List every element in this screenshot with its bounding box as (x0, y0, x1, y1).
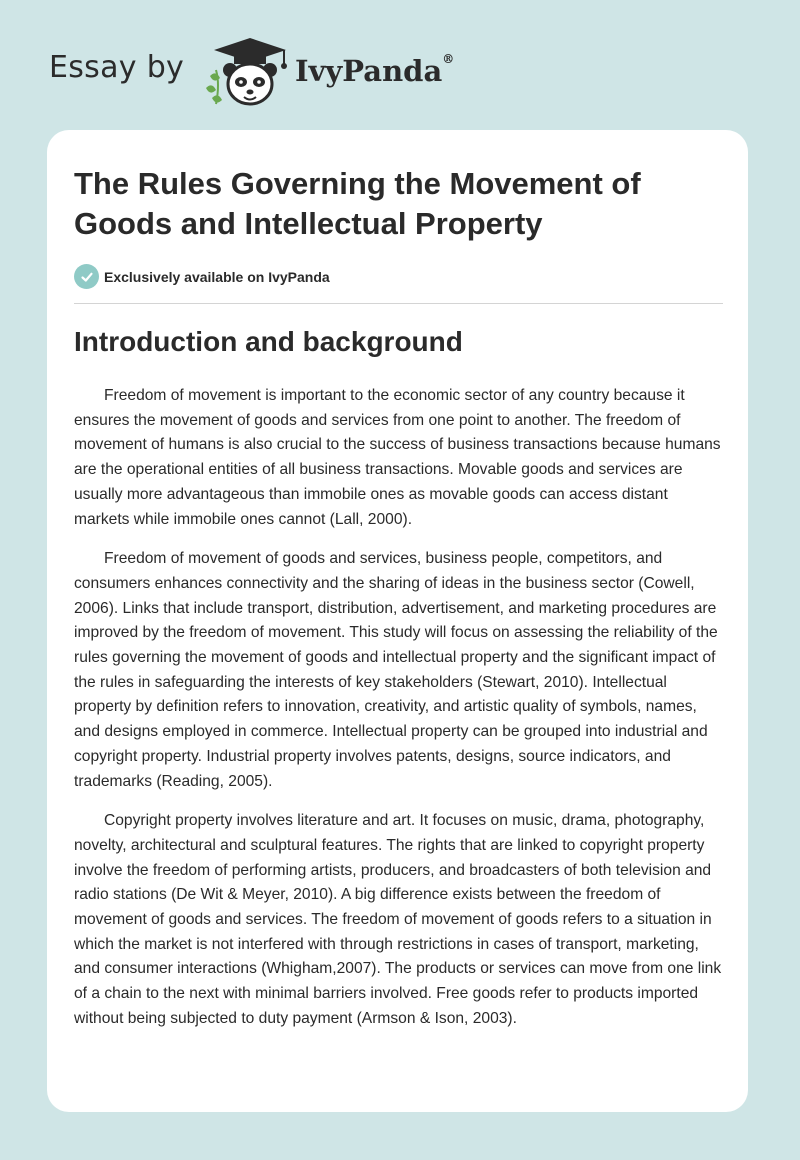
site-header (0, 0, 800, 120)
paragraph: Freedom of movement of goods and services, business people, competitors, and consumers enhances connectivity and the sharing of ideas in the business sector (Cowell, 2006). Links that include transport, distribution, advertisement, and marketing procedures are improved by the freedom of movement. This study will focus on assessing the reliability of the rules governing the movement of goods and intellectual property and the significant impact of the rules in safeguarding the interests of key stakeholders (Stewart, 2010). Intellectual property by definition refers to innovation, creativity, and artistic quality of symbols, names, and designs employed in commerce. Intellectual property can be grouped into industrial and copyright property. Industrial property involves patents, designs, source indicators, and trademarks (Reading, 2005). (74, 550, 718, 790)
article-body (74, 384, 724, 1047)
check-icon (74, 264, 99, 289)
paragraph: Copyright property involves literature and art. It focuses on music, drama, photography, novelty, architectural and sculptural features. The rights that are linked to copyright property involve the freedom of performing artists, producers, and broadcasters of both television and radio stations (De Wit & Meyer, 2010). A big difference exists between the freedom of movement of goods and services. The freedom of movement of goods refers to a situation in which the market is not interfered with through restrictions in cases of transport, marketing, and consumer interactions (Whigham,2007). The products or services can move from one link of a chain to the next with minimal barriers involved. Free goods refer to products imported without being subjected to duty payment (Armson & Ison, 2003). (74, 812, 722, 1027)
divider (74, 303, 723, 304)
registered-mark: ® (442, 52, 455, 66)
brand-name[interactable] (295, 54, 454, 88)
section-heading: Introduction and background (74, 326, 463, 357)
brand-text: IvyPanda (295, 54, 443, 88)
essay-by-label: Essay by (49, 50, 185, 85)
paragraph: Freedom of movement is important to the economic sector of any country because it ensures the movement of goods and services from one point to another. The freedom of movement of humans is also crucial to the success of business transactions because humans are the operational entities of all business transactions. Movable goods and services are usually more advantageous than immobile ones as movable goods can access distant markets while immobile ones cannot (Lall, 2000). (74, 387, 721, 528)
exclusive-badge (74, 264, 330, 289)
ivypanda-logo-icon[interactable] (200, 36, 292, 108)
article-card (47, 130, 748, 1112)
article-title: The Rules Governing the Movement of Goods and Intellectual Property (74, 166, 641, 241)
exclusive-label: Exclusively available on IvyPanda (104, 268, 330, 285)
